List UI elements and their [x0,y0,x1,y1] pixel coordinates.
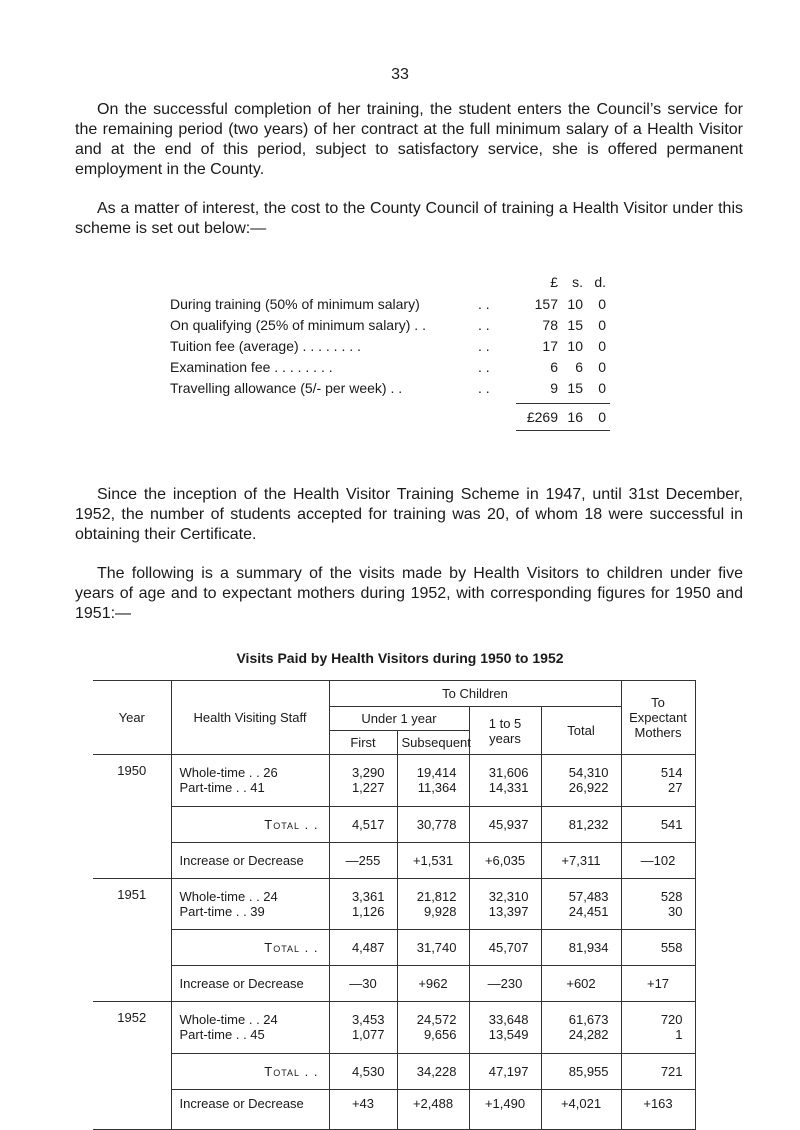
staff-cell: Part-time . . 39 [171,904,329,930]
expectant-cell: 541 [621,806,695,842]
subsequent-cell: 9,928 [397,904,469,930]
leader-dots: . . [478,317,490,333]
expectant-cell: 558 [621,930,695,966]
first-cell: 1,077 [329,1027,397,1053]
expectant-cell: 720 [621,1002,695,1028]
subsequent-cell: 31,740 [397,930,469,966]
cost-shillings: 10 [567,338,583,354]
expectant-cell: 721 [621,1053,695,1089]
visits-table [93,680,696,1130]
paragraph-cost-intro: As a matter of interest, the cost to the County Council of training a Health Visitor under this scheme is set out below:— [75,200,743,237]
total-cell: +4,021 [541,1089,621,1129]
one-to-five-cell: +1,490 [469,1089,541,1129]
total-cell: 24,282 [541,1027,621,1053]
one-to-five-header: 1 to 5 years [469,707,541,755]
expectant-cell: 1 [621,1027,695,1053]
leader-dots: . . [478,359,490,375]
table-caption: Visits Paid by Health Visitors during 1950 to 1952 [236,650,564,666]
leader-dots: . . [478,338,490,354]
cost-label: Examination fee . . . . . . . . [170,359,333,375]
total-pounds: £269 [526,409,558,425]
subsequent-cell: 30,778 [397,806,469,842]
cost-pounds: 17 [542,338,558,354]
one-to-five-cell: 14,331 [469,780,541,806]
first-cell: —30 [329,966,397,1002]
one-to-five-cell: 33,648 [469,1002,541,1028]
subsequent-header: Subsequent [397,731,469,755]
leader-dots: . . [478,380,490,396]
leader-dots: . . [478,296,490,312]
cost-label: Travelling allowance (5/- per week) . . [170,380,403,396]
first-cell: 1,227 [329,780,397,806]
one-to-five-cell: 45,707 [469,930,541,966]
total-label: Total . . [171,806,329,842]
cost-row [170,294,640,315]
paragraph-completion: On the successful completion of her training, the student enters the Council’s service for the remaining period (two years) of her contract at the full minimum salary of a Health Visitor and at the end of this period, subject to satisfactory service, she is offered permanent employment in the County. [75,101,743,178]
subsequent-cell: 9,656 [397,1027,469,1053]
first-cell: 4,487 [329,930,397,966]
cost-pence: 0 [598,338,606,354]
cost-pence: 0 [598,296,606,312]
expectant-header: To Expectant Mothers [621,681,695,755]
paragraph-inception: Since the inception of the Health Visitor Training Scheme in 1947, until 31st December, 1952, the number of students accepted for training was 20, of whom 18 were successful in obtaining their Certificate. [75,486,743,543]
paragraph-summary: The following is a summary of the visits made by Health Visitors to children under five years of age and to expectant mothers during 1952, with corresponding figures for 1950 and 1951:— [75,565,743,622]
cost-row [170,336,640,357]
change-label: Increase or Decrease [171,966,329,1002]
total-label: Total . . [171,1053,329,1089]
subsequent-cell: 11,364 [397,780,469,806]
expectant-cell: 27 [621,780,695,806]
cost-header-row [170,272,640,294]
total-cell: 26,922 [541,780,621,806]
expectant-cell: +17 [621,966,695,1002]
cost-pounds: 9 [550,380,558,396]
pence-header: d. [594,274,606,290]
total-cell: 54,310 [541,755,621,781]
subsequent-cell: +962 [397,966,469,1002]
first-cell: 1,126 [329,904,397,930]
total-cell: 24,451 [541,904,621,930]
expectant-cell: 514 [621,755,695,781]
page-number: 33 [391,66,409,83]
staff-cell: Whole-time . . 24 [171,878,329,904]
cost-pounds: 157 [534,296,558,312]
cost-label: Tuition fee (average) . . . . . . . . [170,338,361,354]
year-cell: 1950 [93,755,171,879]
subsequent-cell: +1,531 [397,842,469,878]
one-to-five-cell: 32,310 [469,878,541,904]
one-to-five-cell: 45,937 [469,806,541,842]
cost-table [170,272,640,428]
one-to-five-cell: —230 [469,966,541,1002]
one-to-five-cell: 31,606 [469,755,541,781]
staff-header: Health Visiting Staff [171,681,329,755]
subsequent-cell: 21,812 [397,878,469,904]
first-cell: +43 [329,1089,397,1129]
first-cell: 3,290 [329,755,397,781]
total-cell: +7,311 [541,842,621,878]
first-cell: 3,361 [329,878,397,904]
subsequent-cell: 24,572 [397,1002,469,1028]
total-cell: 81,934 [541,930,621,966]
total-rule-bottom [516,430,610,431]
one-to-five-cell: 13,397 [469,904,541,930]
cost-shillings: 15 [567,380,583,396]
expectant-cell: +163 [621,1089,695,1129]
total-cell: 81,232 [541,806,621,842]
under-1-header: Under 1 year [329,707,469,731]
cost-row [170,357,640,378]
expectant-cell: 30 [621,904,695,930]
year-header: Year [93,681,171,755]
staff-cell: Whole-time . . 24 [171,1002,329,1028]
total-rule-top [516,403,610,404]
first-cell: 3,453 [329,1002,397,1028]
first-cell: 4,517 [329,806,397,842]
cost-pounds: 6 [550,359,558,375]
first-header: First [329,731,397,755]
one-to-five-cell: 13,549 [469,1027,541,1053]
cost-pounds: 78 [542,317,558,333]
cost-row [170,378,640,399]
total-pence: 0 [598,409,606,425]
cost-total-row [170,407,640,428]
total-cell: 85,955 [541,1053,621,1089]
cost-pence: 0 [598,380,606,396]
subsequent-cell: +2,488 [397,1089,469,1129]
cost-pence: 0 [598,359,606,375]
one-to-five-cell: +6,035 [469,842,541,878]
change-label: Increase or Decrease [171,842,329,878]
staff-cell: Part-time . . 45 [171,1027,329,1053]
staff-cell: Part-time . . 41 [171,780,329,806]
year-cell: 1952 [93,1002,171,1130]
pounds-header: £ [550,274,558,290]
total-label: Total . . [171,930,329,966]
one-to-five-cell: 47,197 [469,1053,541,1089]
total-cell: 61,673 [541,1002,621,1028]
first-cell: —255 [329,842,397,878]
cost-shillings: 6 [575,359,583,375]
shillings-header: s. [572,274,583,290]
cost-row [170,315,640,336]
year-cell: 1951 [93,878,171,1002]
cost-pence: 0 [598,317,606,333]
cost-label: During training (50% of minimum salary) [170,296,420,312]
cost-label: On qualifying (25% of minimum salary) . . [170,317,426,333]
total-header: Total [541,707,621,755]
subsequent-cell: 34,228 [397,1053,469,1089]
cost-shillings: 10 [567,296,583,312]
expectant-cell: —102 [621,842,695,878]
cost-shillings: 15 [567,317,583,333]
total-cell: 57,483 [541,878,621,904]
total-cell: +602 [541,966,621,1002]
to-children-header: To Children [329,681,621,707]
staff-cell: Whole-time . . 26 [171,755,329,781]
first-cell: 4,530 [329,1053,397,1089]
expectant-cell: 528 [621,878,695,904]
subsequent-cell: 19,414 [397,755,469,781]
change-label: Increase or Decrease [171,1089,329,1129]
total-shillings: 16 [567,409,583,425]
